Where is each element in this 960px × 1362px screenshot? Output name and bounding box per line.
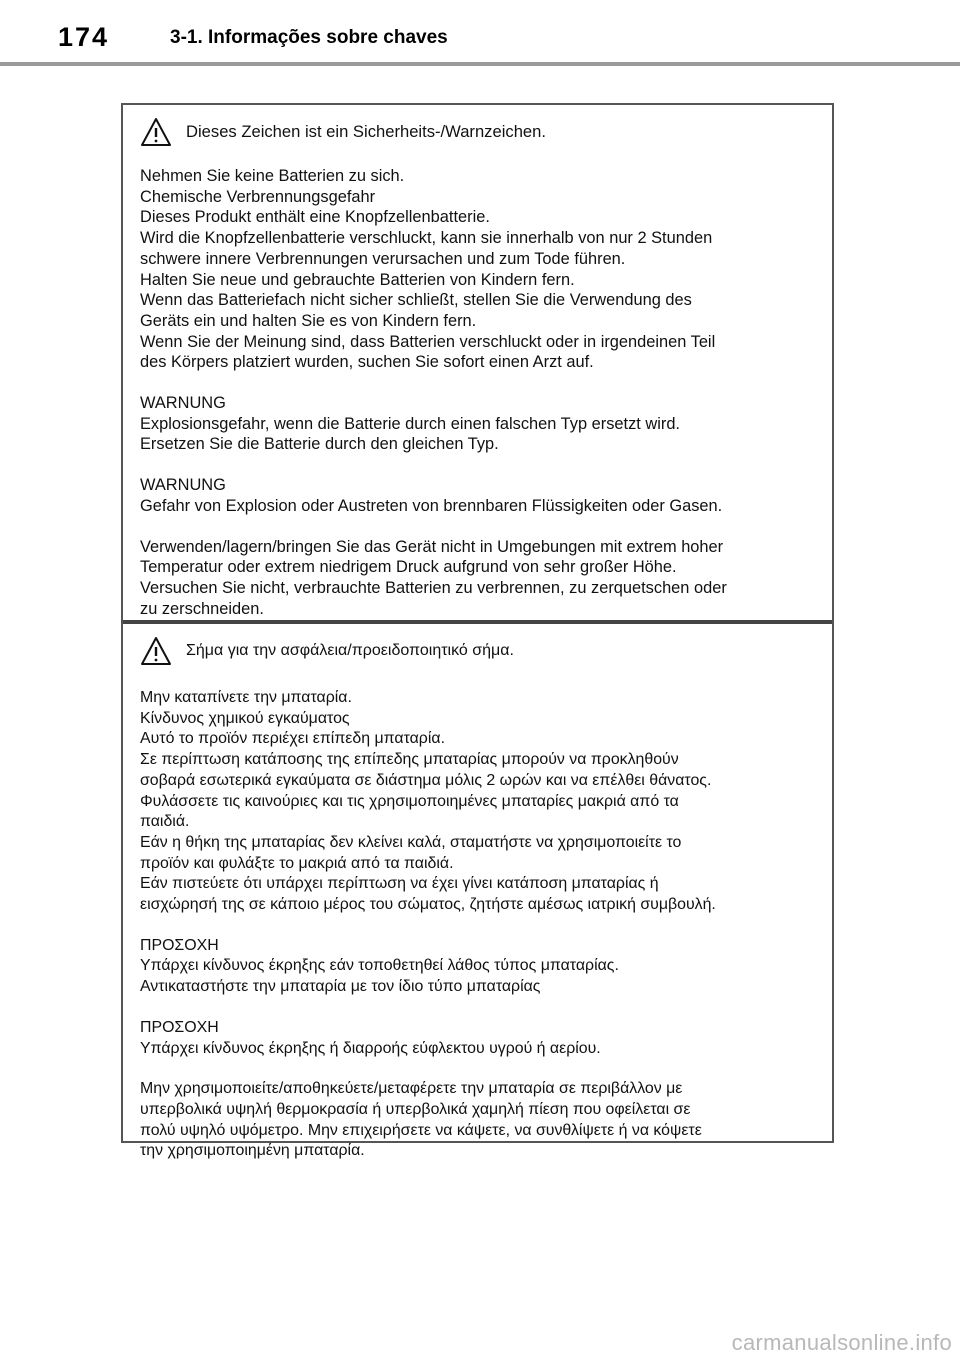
notice-section-german	[123, 105, 832, 622]
text-line: Nehmen Sie keine Batterien zu sich.	[140, 167, 405, 185]
paragraph-environment	[140, 1079, 816, 1162]
paragraph-warning-explosion	[140, 475, 816, 516]
paragraph-environment	[140, 537, 816, 620]
text-line: Αυτό το προϊόν περιέχει επίπεδη μπαταρία.	[140, 730, 445, 748]
header-rule	[0, 62, 960, 66]
text-line: des Körpers platziert wurden, suchen Sie sofort einen Arzt auf.	[140, 353, 594, 372]
text-line: Wird die Knopfzellenbatterie verschluckt, kann sie innerhalb von nur 2 Stunden	[140, 229, 713, 248]
watermark: carmanualsonline.info	[731, 1330, 952, 1355]
text-line: Μην καταπίνετε την μπαταρία.	[140, 689, 352, 706]
text-line: Σε περίπτωση κατάποσης της επίπεδης μπαταρίας μπορούν να προκληθούν	[140, 751, 679, 769]
text-line: Dieses Produkt enthält eine Knopfzellenbatterie.	[140, 208, 490, 227]
text-line: Μην χρησιμοποιείτε/αποθηκεύετε/μεταφέρετε την μπαταρία σε περιβάλλον με	[140, 1080, 683, 1098]
text-line: Wenn Sie der Meinung sind, dass Batterien verschluckt oder in irgendeinen Teil	[140, 332, 716, 351]
text-line: Κίνδυνος χημικού εγκαύματος	[140, 709, 350, 727]
text-line: Wenn das Batteriefach nicht sicher schließt, stellen Sie die Verwendung des	[140, 291, 692, 310]
paragraph-warning-type	[140, 936, 816, 998]
paragraph-warning-explosion	[140, 1018, 816, 1059]
page-number: 174	[58, 22, 110, 52]
text-line: Ersetzen Sie die Batterie durch den gleichen Typ.	[140, 435, 499, 454]
section-title: 3-1. Informações sobre chaves	[170, 27, 448, 48]
text-line: Αντικαταστήστε την μπαταρία με τον ίδιο τύπο μπαταρίας	[140, 978, 541, 996]
text-line: Halten Sie neue und gebrauchte Batterien von Kindern fern.	[140, 270, 575, 289]
paragraph-ingestion	[140, 688, 816, 916]
safety-sign-row	[140, 634, 816, 668]
warning-heading: ΠΡΟΣΟΧΗ	[140, 936, 219, 954]
text-line: Versuchen Sie nicht, verbrauchte Batterien zu verbrennen, zu zerquetschen oder	[140, 578, 727, 597]
text-line: Gefahr von Explosion oder Austreten von brennbaren Flüssigkeiten oder Gasen.	[140, 496, 723, 515]
text-line: σοβαρά εσωτερικά εγκαύματα σε διάστημα μόλις 2 ωρών και να επέλθει θάνατος.	[140, 771, 712, 789]
warning-heading: ΠΡΟΣΟΧΗ	[140, 1018, 219, 1036]
warning-triangle-icon	[140, 117, 172, 147]
warning-triangle-icon	[140, 636, 172, 666]
safety-sign-text: Dieses Zeichen ist ein Sicherheits-/Warnzeichen.	[186, 122, 546, 141]
text-line: Temperatur oder extrem niedrigem Druck aufgrund von sehr großer Höhe.	[140, 558, 677, 577]
paragraph-warning-type	[140, 393, 816, 455]
text-line: Chemische Verbrennungsgefahr	[140, 187, 376, 206]
safety-sign-text: Σήμα για την ασφάλεια/προειδοποιητικό σήμα.	[186, 642, 514, 659]
text-line: Εάν πιστεύετε ότι υπάρχει περίπτωση να έχει γίνει κατάποση μπαταρίας ή	[140, 875, 659, 893]
text-line: zu zerschneiden.	[140, 599, 264, 618]
text-line: Verwenden/lagern/bringen Sie das Gerät nicht in Umgebungen mit extrem hoher	[140, 537, 724, 556]
text-line: Εάν η θήκη της μπαταρίας δεν κλείνει καλά, σταματήστε να χρησιμοποιείτε το	[140, 833, 682, 851]
safety-sign-row	[140, 115, 816, 149]
battery-warning-notice	[121, 103, 834, 1160]
text-line: εισχώρησή της σε κάποιο μέρος του σώματος, ζητήστε αμέσως ιατρική συμβουλή.	[140, 896, 716, 914]
paragraph-ingestion	[140, 166, 816, 373]
text-line: schwere innere Verbrennungen verursachen und zum Tode führen.	[140, 249, 626, 268]
text-line: προϊόν και φυλάξτε το μακριά από τα παιδιά.	[140, 854, 454, 872]
notice-section-greek	[123, 624, 832, 1160]
text-line: Υπάρχει κίνδυνος έκρηξης ή διαρροής εύφλεκτου υγρού ή αερίου.	[140, 1039, 601, 1057]
text-line: Explosionsgefahr, wenn die Batterie durch einen falschen Typ ersetzt wird.	[140, 414, 680, 433]
text-line: πολύ υψηλό υψόμετρο. Μην επιχειρήσετε να κάψετε, να συνθλίψετε ή να κόψετε	[140, 1121, 702, 1139]
text-line: την χρησιμοποιημένη μπαταρία.	[140, 1142, 365, 1160]
warning-heading: WARNUNG	[140, 394, 226, 413]
text-line: Φυλάσσετε τις καινούριες και τις χρησιμοποιημένες μπαταρίες μακριά από τα	[140, 792, 679, 810]
page-header	[0, 0, 960, 66]
text-line: υπερβολικά υψηλή θερμοκρασία ή υπερβολικά χαμηλή πίεση που οφείλεται σε	[140, 1100, 691, 1118]
text-line: Geräts ein und halten Sie es von Kindern fern.	[140, 311, 477, 330]
text-line: παιδιά.	[140, 813, 190, 831]
warning-heading: WARNUNG	[140, 476, 226, 495]
text-line: Υπάρχει κίνδυνος έκρηξης εάν τοποθετηθεί λάθος τύπος μπαταρίας.	[140, 957, 619, 975]
